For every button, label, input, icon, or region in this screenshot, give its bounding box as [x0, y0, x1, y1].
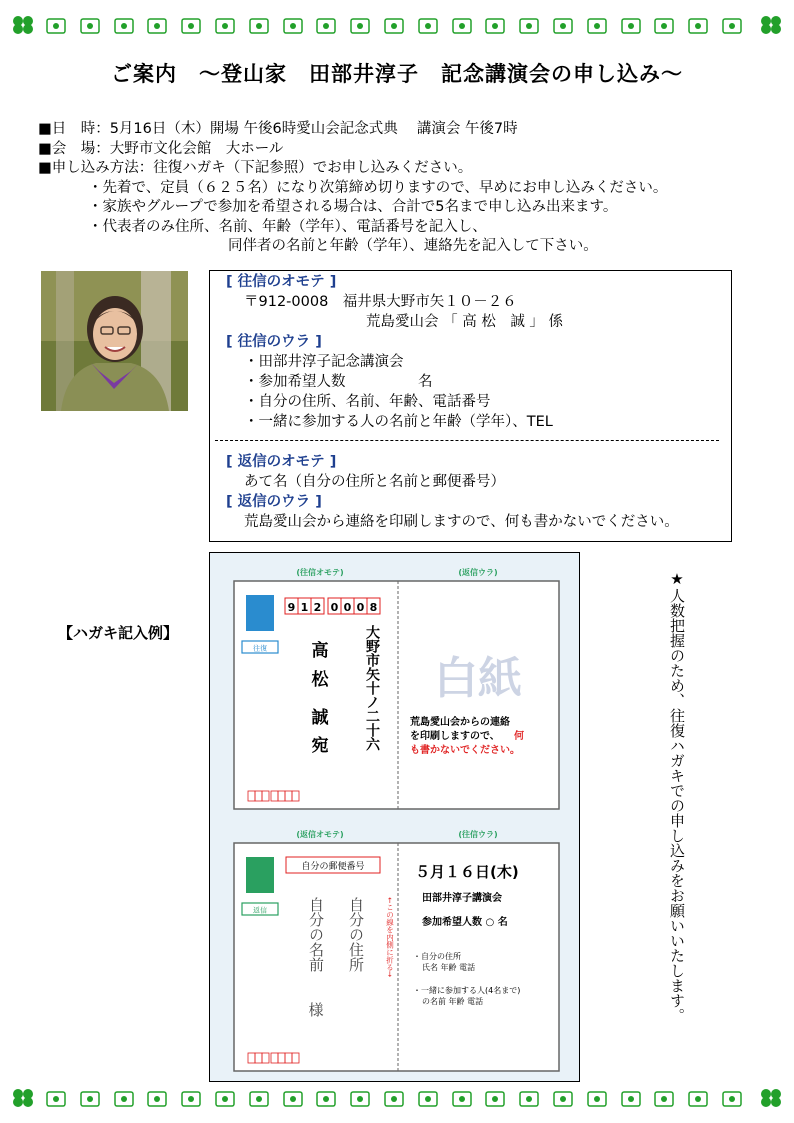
card-decoration-icon [350, 18, 370, 34]
card-decoration-icon [80, 1091, 100, 1107]
card-decoration-icon [621, 1091, 641, 1107]
sama-label: 様 [308, 1001, 324, 1019]
tag-reply-back: (返信ウラ) [458, 568, 498, 577]
addressee-name-char: 誠 [311, 708, 329, 728]
outgoing-back-line: ・一緒に参加する人の名前と年齢（学年）、TEL [244, 414, 553, 430]
address-instructions-box [209, 270, 732, 542]
blank-paper-watermark: 白紙 [434, 653, 522, 704]
stamp-label: 返信 [253, 906, 267, 915]
divider [215, 440, 719, 441]
event-info [38, 120, 667, 257]
reply-back-line: 荒島愛山会から連絡を印刷しますので、何も書かないでください。 [244, 514, 679, 530]
own-name-label: 自分の名前 [307, 897, 325, 972]
card-decoration-icon [80, 18, 100, 34]
note-line: ・代表者のみ住所、名前、年齢（学年）、電話番号を記入し、 [88, 218, 487, 235]
card-decoration-icon [46, 1091, 66, 1107]
card-decoration-icon [114, 1091, 134, 1107]
card-decoration-icon [722, 18, 742, 34]
reply-back-heading: [ 返信のウラ ] [226, 494, 322, 510]
addressee-name-char: 高 [311, 641, 329, 661]
card-decoration-icon [46, 18, 66, 34]
addressee-name-char: 松 [311, 670, 329, 690]
postal-digit: 0 [343, 601, 352, 614]
postal-digit: 9 [287, 601, 296, 614]
card-decoration-icon [181, 1091, 201, 1107]
companion-info: の名前 年齢 電話 [422, 997, 484, 1006]
card-decoration-icon [181, 18, 201, 34]
print-note-red: 何 [514, 731, 524, 742]
note-line: 同伴者の名前と年齢（学年）、連絡先を記入して下さい。 [228, 238, 598, 254]
tag-reply-front: (返信オモテ) [296, 830, 344, 839]
card-decoration-icon [621, 18, 641, 34]
addressee-name-char: 宛 [311, 736, 329, 756]
method-line: ■申し込み方法：往復ハガキ（下記参照）でお申し込みください。 [38, 160, 473, 176]
card-decoration-icon [283, 18, 303, 34]
clover-icon [758, 1085, 784, 1111]
self-info: 氏名 年齢 電話 [422, 963, 476, 972]
reply-front-heading: [ 返信のオモテ ] [226, 454, 337, 470]
date-line: ■日 時：5月16日（木）開場 午後6時愛山会記念式典 講演会 午後7時 [38, 121, 518, 137]
portrait-photo [41, 271, 188, 411]
addressee-address: 大野市矢十ノ二十六 [364, 625, 380, 751]
attendee-count: 参加希望人数 ○ 名 [422, 917, 508, 928]
side-note: ★人数把握のため、往復ハガキでの申し込みをお願いいたします。 [668, 570, 686, 1023]
card-decoration-icon [452, 18, 472, 34]
card-decoration-icon [722, 1091, 742, 1107]
postal-digit: 0 [356, 601, 365, 614]
stamp-icon [246, 595, 274, 631]
reply-front-line: あて名（自分の住所と名前と郵便番号） [244, 474, 505, 490]
card-decoration-icon [316, 1091, 336, 1107]
own-address-label: 自分の住所 [347, 897, 365, 972]
card-decoration-icon [215, 1091, 235, 1107]
hagaki-example-label: 【ハガキ記入例】 [58, 624, 179, 642]
postal-digit: 2 [313, 601, 322, 614]
outgoing-front-line: 荒島愛山会 「 高 松 誠 」 係 [366, 314, 564, 330]
tag-outgoing-front: (往信オモテ) [296, 568, 344, 577]
card-decoration-icon [587, 18, 607, 34]
event-name: 田部井淳子講演会 [422, 893, 502, 904]
card-decoration-icon [147, 1091, 167, 1107]
card-decoration-icon [688, 18, 708, 34]
card-decoration-icon [350, 1091, 370, 1107]
note-line: ・家族やグループで参加を希望される場合は、合計で5名まで申し込み出来ます。 [88, 199, 618, 215]
card-decoration-icon [283, 1091, 303, 1107]
card-decoration-icon [316, 18, 336, 34]
note-line: ・先着で、定員（６２５名）になり次第締め切りますので、早めにお申し込みください。 [88, 179, 668, 196]
outgoing-back-heading: [ 往信のウラ ] [226, 334, 322, 350]
card-decoration-icon [553, 18, 573, 34]
postal-digit: 1 [300, 601, 309, 614]
card-decoration-icon [452, 1091, 472, 1107]
postcard-example [209, 552, 580, 1082]
card-decoration-icon [654, 1091, 674, 1107]
outgoing-front-heading: [ 往信のオモテ ] [226, 274, 337, 290]
print-note-red: も書かないでください。 [410, 745, 520, 756]
fold-note: ←この線を内側に折る→ [385, 897, 395, 978]
self-info: ・自分の住所 [413, 952, 461, 961]
card-decoration-icon [418, 18, 438, 34]
tag-outgoing-back: (往信ウラ) [458, 830, 498, 839]
outgoing-back-line: ・自分の住所、名前、年齢、電話番号 [244, 394, 491, 410]
card-decoration-icon [147, 18, 167, 34]
outgoing-back-line: ・参加希望人数 名 [244, 374, 433, 390]
card-decoration-icon [418, 1091, 438, 1107]
outgoing-front-line: 〒912-0008 福井県大野市矢１０－２６ [244, 294, 517, 310]
card-decoration-icon [519, 18, 539, 34]
card-decoration-icon [249, 18, 269, 34]
venue-line: ■会 場：大野市文化会館 大ホール [38, 140, 284, 157]
postal-digit: 0 [330, 601, 339, 614]
decorative-border-top [10, 10, 784, 40]
clover-icon [10, 1085, 36, 1111]
card-decoration-icon [587, 1091, 607, 1107]
stamp-label: 往復 [253, 644, 267, 653]
card-decoration-icon [519, 1091, 539, 1107]
clover-icon [758, 12, 784, 38]
own-postal-label: 自分の郵便番号 [301, 862, 365, 872]
card-decoration-icon [485, 18, 505, 34]
companion-info: ・一緒に参加する人(4名まで) [413, 986, 521, 995]
outgoing-back-line: ・田部井淳子記念講演会 [244, 354, 404, 370]
clover-icon [10, 12, 36, 38]
print-note: を印刷しますので、 [410, 731, 500, 742]
page-title: ご案内 ～登山家 田部井淳子 記念講演会の申し込み～ [111, 62, 683, 86]
decorative-border-bottom [10, 1083, 784, 1113]
card-decoration-icon [553, 1091, 573, 1107]
card-decoration-icon [654, 18, 674, 34]
card-decoration-icon [485, 1091, 505, 1107]
card-decoration-icon [249, 1091, 269, 1107]
card-decoration-icon [384, 18, 404, 34]
stamp-icon [246, 857, 274, 893]
print-note: 荒島愛山会からの連絡 [410, 717, 510, 728]
card-decoration-icon [384, 1091, 404, 1107]
event-date: ５月１６日(木) [415, 863, 519, 881]
card-decoration-icon [114, 18, 134, 34]
card-decoration-icon [688, 1091, 708, 1107]
card-decoration-icon [215, 18, 235, 34]
postal-digit: 8 [369, 601, 378, 614]
